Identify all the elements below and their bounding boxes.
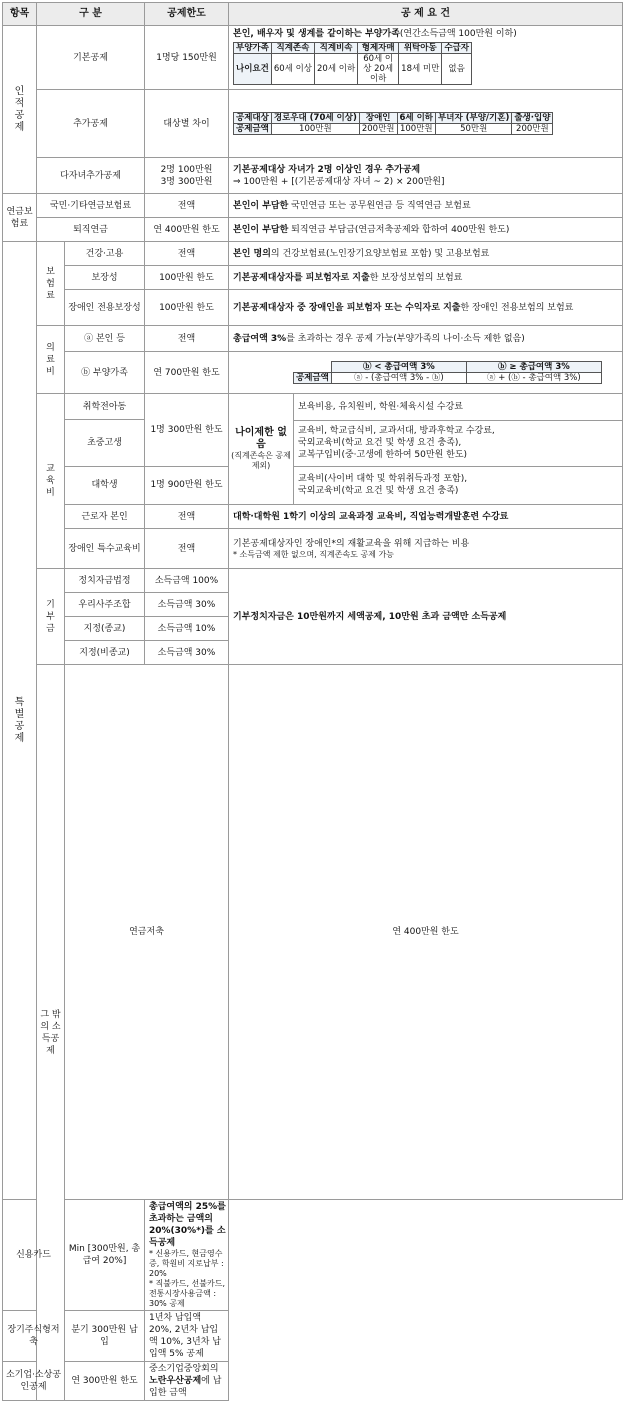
- basic-deduction-name: 기본공제: [37, 26, 145, 90]
- table-row: [3, 1362, 623, 1401]
- small-biz-desc: 중소기업중앙회의 노란우산공제에 납입한 금액: [145, 1362, 229, 1401]
- savings-name: 연금저축: [65, 665, 229, 1200]
- medical-self-name: ⓐ 본인 등: [65, 326, 145, 352]
- donation-item-limit: 소득금액 30%: [145, 641, 229, 665]
- stock-savings-limit: 분기 300만원 납입: [65, 1311, 145, 1362]
- multi-child-limit: 2명 100만원 3명 300만원: [145, 158, 229, 194]
- worker-name: 근로자 본인: [65, 505, 145, 529]
- disabled-insurance-name: 장애인 전용보장성: [65, 290, 145, 326]
- medical-calc-table: ⓑ < 총급여액 3% ⓑ ≥ 총급여액 3% 공제금액 ⓐ - (총급여액 3% - ⓑ) ⓐ + (ⓑ - 총급여액 3%): [293, 361, 602, 384]
- education-details: [229, 394, 623, 505]
- coverage-insurance-name: 보장성: [65, 266, 145, 290]
- donation-desc: 기부정치자금은 10만원까지 세액공제, 10만원 초과 금액만 소득공제: [229, 569, 623, 665]
- header-limit: 공제한도: [145, 3, 229, 26]
- category-other: 그 밖의 소득공제: [37, 665, 65, 1401]
- multi-child-desc: 기본공제대상 자녀가 2명 이상인 경우 추가공제 ⇒ 100만원 + [(기본공제대상 자녀 ~ 2) × 200만원]: [229, 158, 623, 194]
- donation-item-limit: 소득금액 10%: [145, 617, 229, 641]
- table-row: [3, 326, 623, 352]
- category-special: 특별공제: [3, 242, 37, 1200]
- table-row: [3, 529, 623, 569]
- header-requirements: 공 제 요 건: [229, 3, 623, 26]
- health-insurance-limit: 전액: [145, 242, 229, 266]
- small-biz-name: 소기업·소상공인공제: [3, 1362, 65, 1401]
- category-personal: 인적공제: [3, 26, 37, 194]
- national-pension-name: 국민·기타연금보험료: [37, 194, 145, 218]
- health-insurance-desc: 본인 명의의 건강보험료(노인장기요양보험료 포함) 및 고용보험료: [229, 242, 623, 266]
- donation-item-name: 정치자금법정: [65, 569, 145, 593]
- donation-label: 기부금: [37, 569, 65, 665]
- header-division: 구 분: [37, 3, 145, 26]
- age-limit-cell: 나이제한 없음 (직계존속은 공제 제외): [229, 394, 294, 504]
- small-biz-limit: 연 300만원 한도: [65, 1362, 145, 1401]
- table-row: [3, 1311, 623, 1362]
- age-requirement-table: 부양가족 직계존속 직계비속 형제자매 위탁아동 수급자 나이요건 60세 이상 20세 이하 60세 이상 20세 이하 18세 미만 없음: [233, 42, 472, 85]
- table-row: [3, 569, 623, 593]
- table-row: [3, 665, 623, 1200]
- additional-deduction-name: 추가공제: [37, 90, 145, 158]
- tax-deduction-table: [2, 2, 623, 1401]
- school-limit: 1명 300만원 한도: [145, 394, 229, 467]
- medical-label: 의료비: [37, 326, 65, 394]
- table-row: [3, 290, 623, 326]
- medical-family-desc: [229, 352, 623, 394]
- credit-card-name: 신용카드: [3, 1200, 65, 1311]
- table-row: [3, 394, 623, 420]
- table-row: [3, 505, 623, 529]
- additional-deduction-limit: 대상별 차이: [145, 90, 229, 158]
- donation-item-limit: 소득금액 30%: [145, 593, 229, 617]
- table-row: [3, 158, 623, 194]
- stock-savings-name: 장기주식형저축: [3, 1311, 65, 1362]
- school-name: 초중고생: [65, 420, 145, 466]
- donation-item-name: 우리사주조합: [65, 593, 145, 617]
- credit-card-limit: Min [300만원, 총급여 20%]: [65, 1200, 145, 1311]
- table-row: [3, 352, 623, 394]
- medical-family-name: ⓑ 부양가족: [65, 352, 145, 394]
- table-row: [3, 1200, 623, 1311]
- donation-item-name: 지정(종교): [65, 617, 145, 641]
- preschool-desc: 보육비용, 유치원비, 학원·체육시설 수강료: [294, 394, 623, 420]
- header-item: 항목: [3, 3, 37, 26]
- national-pension-desc: 본인이 부담한 국민연금 또는 공무원연금 등 직역연금 보험료: [229, 194, 623, 218]
- coverage-insurance-limit: 100만원 한도: [145, 266, 229, 290]
- credit-card-desc: 총급여액의 25%를 초과하는 금액의 20%(30%*)를 소득공제 * 신용카드, 현금영수증, 학원비 지로납부 : 20% * 직불카드, 선불카드, 전통시장사용금액 : 30% 공제: [145, 1200, 229, 1311]
- health-insurance-name: 건강·고용: [65, 242, 145, 266]
- tax-deduction-table-container: [2, 2, 622, 1401]
- table-row: [3, 218, 623, 242]
- national-pension-limit: 전액: [145, 194, 229, 218]
- coverage-insurance-desc: 기본공제대상자를 피보험자로 지출한 보장성보험의 보험료: [229, 266, 623, 290]
- medical-self-limit: 전액: [145, 326, 229, 352]
- special-ed-name: 장애인 특수교육비: [65, 529, 145, 569]
- education-inner-table: [229, 394, 622, 504]
- stock-savings-desc: 1년차 납입액 20%, 2년차 납입액 10%, 3년차 납입액 5% 공제: [145, 1311, 229, 1362]
- worker-desc: 대학·대학원 1학기 이상의 교육과정 교육비, 직업능력개발훈련 수강료: [229, 505, 623, 529]
- donation-item-limit: 소득금액 100%: [145, 569, 229, 593]
- college-limit: 1명 900만원 한도: [145, 466, 229, 504]
- insurance-label: 보험료: [37, 242, 65, 326]
- retirement-pension-desc: 본인이 부담한 퇴직연금 부담금(연금저축공제와 합하여 400만원 한도): [229, 218, 623, 242]
- basic-deduction-desc: 본인, 배우자 및 생계를 같이하는 부양가족(연간소득금액 100만원 이하) 부양가족 직계존속 직계비속 형제자매 위탁아동 수급자 나이요건 60세 이상 20세 이하 60세 이상 20세 이하 18세 미만 없음: [229, 26, 623, 90]
- education-label: 교육비: [37, 394, 65, 569]
- additional-amount-table: 공제대상 경로우대 (70세 이상) 장애인 6세 이하 부녀자 (부양/기혼) 출생·입양 공제금액 100만원 200만원 100만원 50만원 200만원: [233, 112, 553, 135]
- table-row: [3, 266, 623, 290]
- medical-self-desc: 총급여액 3%를 초과하는 경우 공제 가능(부양가족의 나이·소득 제한 없음): [229, 326, 623, 352]
- medical-family-limit: 연 700만원 한도: [145, 352, 229, 394]
- table-row: [3, 194, 623, 218]
- worker-limit: 전액: [145, 505, 229, 529]
- table-row: [3, 26, 623, 90]
- table-row: [3, 242, 623, 266]
- disabled-insurance-desc: 기본공제대상자 중 장애인을 피보험자 또는 수익자로 지출한 장애인 전용보험의 보험료: [229, 290, 623, 326]
- preschool-name: 취학전아동: [65, 394, 145, 420]
- table-row: [3, 90, 623, 158]
- basic-deduction-limit: 1명당 150만원: [145, 26, 229, 90]
- special-ed-desc: 기본공제대상자인 장애인*의 재활교육을 위해 지급하는 비용 * 소득금액 제한 없으며, 직계존속도 공제 가능: [229, 529, 623, 569]
- savings-limit: 연 400만원 한도: [229, 665, 623, 1200]
- school-desc: 교육비, 학교급식비, 교과서대, 방과후학교 수강료, 국외교육비(학교 요건 및 학생 요건 충족), 교복구입비(중·고생에 한하여 50만원 한도): [294, 420, 623, 466]
- multi-child-name: 다자녀추가공제: [37, 158, 145, 194]
- donation-item-name: 지정(비종교): [65, 641, 145, 665]
- retirement-pension-name: 퇴직연금: [37, 218, 145, 242]
- college-name: 대학생: [65, 466, 145, 504]
- college-desc: 교육비(사이버 대학 및 학위취득과정 포함), 국외교육비(학교 요건 및 학생 요건 충족): [298, 474, 468, 497]
- table-header-row: [3, 3, 623, 26]
- retirement-pension-limit: 연 400만원 한도: [145, 218, 229, 242]
- special-ed-limit: 전액: [145, 529, 229, 569]
- category-pension: 연금보험료: [3, 194, 37, 242]
- additional-deduction-desc: [229, 90, 623, 158]
- disabled-insurance-limit: 100만원 한도: [145, 290, 229, 326]
